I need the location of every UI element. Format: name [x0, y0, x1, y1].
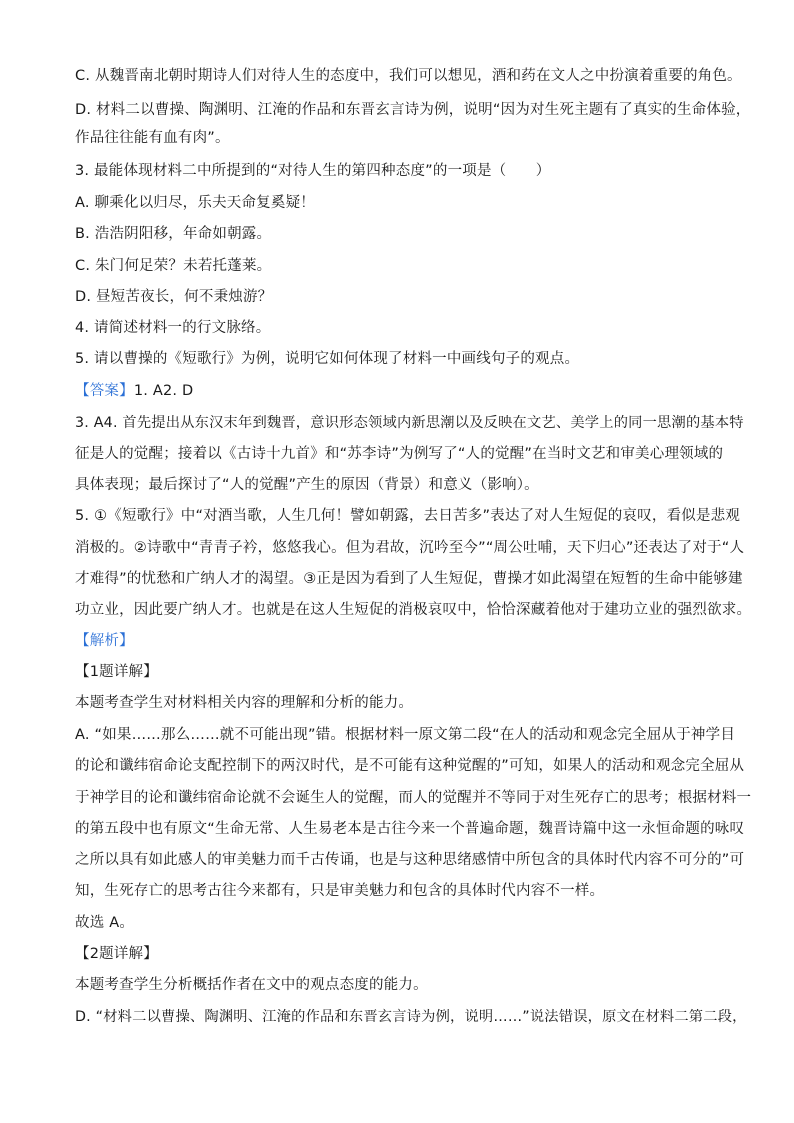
- answer-text: 1. A2. D: [133, 383, 194, 399]
- q2-analysis-line-1: D. “材料二以曹操、陶渊明、江淹的作品和东晋玄言诗为例，说明……”说法错误，原文在材料二第二段，: [75, 1009, 747, 1025]
- answer-3-4-line-3: 具体表现；最后探讨了“人的觉醒”产生的原因（背景）和意义（影响）。: [75, 477, 539, 493]
- q1-analysis-line-2: 的论和谶纬宿命论支配控制下的两汉时代，是不可能有这种觉醒的”可知，如果人的活动和观念完全屈从: [75, 758, 745, 774]
- answer-5-line-3: 才难得”的忧愁和广纳人才的渴望。③正是因为看到了人生短促，曹操才如此渴望在短暂的生命中能够建: [75, 571, 743, 587]
- q2-intro: 本题考查学生分析概括作者在文中的观点态度的能力。: [75, 977, 428, 993]
- q1-intro: 本题考查学生对材料相关内容的理解和分析的能力。: [75, 695, 414, 711]
- q1-analysis-line-1: A. “如果……那么……就不可能出现”错。根据材料一原文第二段“在人的活动和观念完全屈从于神学目: [75, 727, 736, 743]
- question-5: 5. 请以曹操的《短歌行》为例，说明它如何体现了材料一中画线句子的观点。: [75, 351, 580, 367]
- q1-analysis-line-5: 之所以具有如此感人的审美魅力而千古传诵，也是与这种思绪感情中所包含的具体时代内容不可分的”可: [75, 852, 745, 868]
- q2-detail-heading: 【2题详解】: [75, 946, 158, 962]
- answer-3-4-line-2: 征是人的觉醒；接着以《古诗十九首》和“苏李诗”为例写了“人的觉醒”在当时文艺和审美心理领域的: [75, 446, 724, 462]
- q1-analysis-line-6: 知，生死存亡的思考古往今来都有，只是审美魅力和包含的具体时代内容不一样。: [75, 883, 605, 899]
- answer-line: [75, 381, 193, 401]
- option-d-line: D. 材料二以曹操、陶渊明、江淹的作品和东晋玄言诗为例，说明“因为对生死主题有了真实的生命体验，: [75, 102, 751, 118]
- question-3: 3. 最能体现材料二中所提到的“对待人生的第四种态度”的一项是（ ）: [75, 163, 551, 179]
- q3-option-a: A. 聊乘化以归尽，乐夫天命复奚疑！: [75, 195, 315, 211]
- option-c-line: C. 从魏晋南北朝时期诗人们对待人生的态度中，我们可以想见，酒和药在文人之中扮演着重要的角色。: [75, 68, 742, 84]
- analysis-heading: 【解析】: [75, 633, 134, 649]
- answer-5-line-4: 功立业，因此要广纳人才。也就是在这人生短促的消极哀叹中，恰恰深藏着他对于建功立业的强烈欲求。: [75, 602, 752, 618]
- q3-option-b: B. 浩浩阴阳移，年命如朝露。: [75, 226, 272, 242]
- q1-conclusion: 故选 A。: [75, 915, 135, 931]
- q3-option-c: C. 朱门何足荣？未若托蓬莱。: [75, 258, 272, 274]
- q1-detail-heading: 【1题详解】: [75, 664, 158, 680]
- q1-analysis-line-3: 于神学目的论和谶纬宿命论就不会诞生人的觉醒，而人的觉醒并不等同于对生死存亡的思考；根据材料一: [75, 790, 752, 806]
- answer-5-line-2: 消极的。②诗歌中“青青子衿，悠悠我心。但为君故，沉吟至今”“周公吐哺，天下归心”还表达了对于“人: [75, 540, 745, 556]
- answer-tag: 【答案】: [75, 383, 134, 399]
- question-4: 4. 请简述材料一的行文脉络。: [75, 320, 271, 336]
- q1-analysis-line-4: 的第五段中也有原文“生命无常、人生易老本是古往今来一个普遍命题，魏晋诗篇中这一永恒命题的咏叹: [75, 821, 745, 837]
- q3-option-d: D. 昼短苦夜长，何不秉烛游？: [75, 289, 273, 305]
- option-d-continuation: 作品往往能有血有肉”。: [75, 130, 230, 146]
- answer-3-4-line-1: 3. A4. 首先提出从东汉末年到魏晋，意识形态领域内新思潮以及反映在文艺、美学上的同一思潮的基本特: [75, 415, 744, 431]
- answer-5-line-1: 5. ①《短歌行》中“对酒当歌，人生几何！譬如朝露，去日苦多”表达了对人生短促的哀叹，看似是悲观: [75, 508, 741, 524]
